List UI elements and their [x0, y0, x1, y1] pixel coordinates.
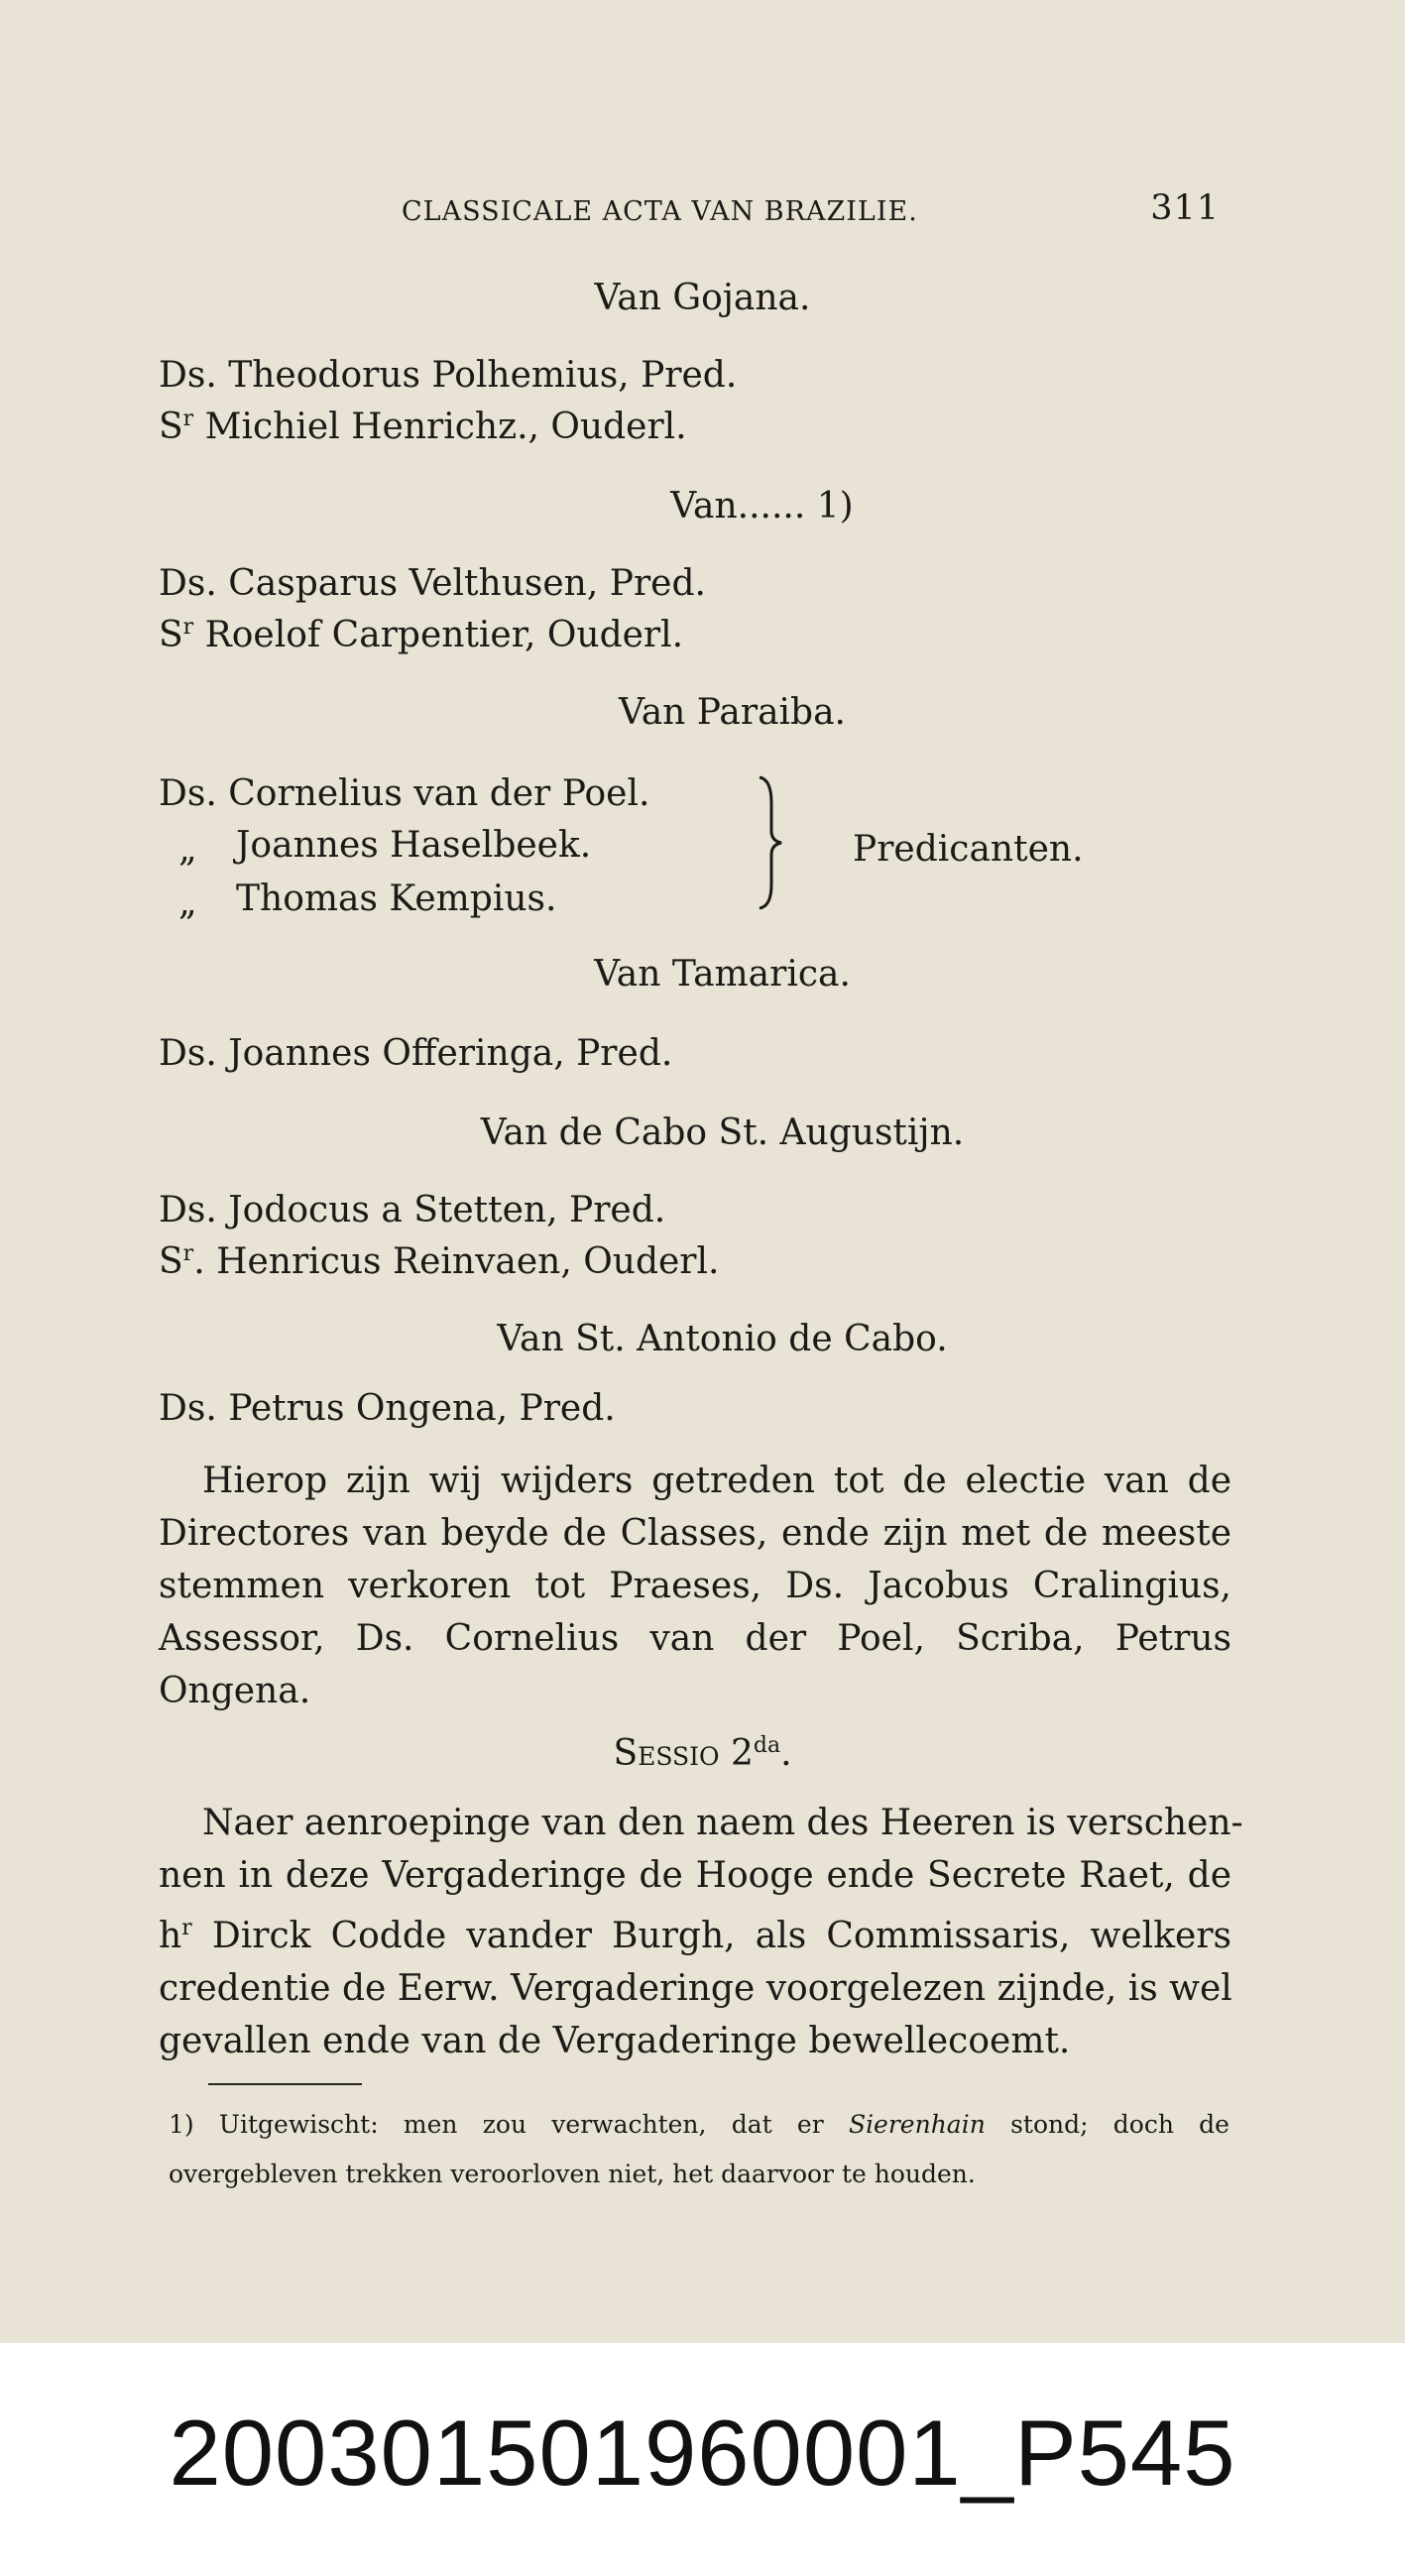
entry-line: Ds. Theodorus Polhemius, Pred.: [159, 355, 738, 396]
section-heading-gojana: Van Gojana.: [594, 278, 811, 318]
entry-line: Joannes Haselbeek.: [236, 825, 592, 866]
paragraph-line: credentie de Eerw. Vergaderinge voorgelezen zijnde, is wel: [159, 1968, 1232, 2009]
ditto-mark: „: [178, 882, 197, 923]
paragraph-line: stemmen verkoren tot Praeses, Ds. Jacobus Cralingius,: [159, 1566, 1231, 1606]
section-heading-antonio: Van St. Antonio de Cabo.: [497, 1319, 948, 1359]
entry-line: Ds. Cornelius van der Poel.: [159, 773, 650, 814]
footnote-line: 1) Uitgewischt: men zou verwachten, dat er Sierenhain stond; doch de: [169, 2110, 1229, 2139]
session-heading: Sessio $2^{da}$.: [613, 1733, 792, 1774]
footnote-divider: [208, 2083, 362, 2085]
running-title: CLASSICALE ACTA VAN BRAZILIE.: [402, 196, 918, 227]
scan-identifier: 20030150196000‌1_P545: [169, 2400, 1236, 2505]
brace-label: Predicanten.: [853, 829, 1084, 870]
entry-line: $S^r$ Michiel Henrichz., Ouderl.: [159, 407, 687, 447]
paragraph-election: [159, 1455, 1231, 1717]
page-number: 311: [1150, 188, 1220, 228]
paragraph-line: $h^r$ Dirck Codde vander Burgh, als Commissaris, welkers: [159, 1916, 1231, 1956]
paragraph-commissaris: [159, 1797, 1243, 2067]
entry-line: $S^r$ Roelof Carpentier, Ouderl.: [159, 615, 684, 655]
curly-brace-icon: [754, 773, 789, 912]
paragraph-line: gevallen ende van de Vergaderinge bewellecoemt.: [159, 2021, 1071, 2061]
section-heading-cabo: Van de Cabo St. Augustijn.: [480, 1112, 965, 1153]
section-heading-paraiba: Van Paraiba.: [619, 692, 846, 733]
section-heading-unknown: Van...... 1): [670, 486, 854, 527]
footnote: [169, 2100, 1229, 2199]
section-heading-tamarica: Van Tamarica.: [594, 954, 851, 995]
paragraph-line: Directores van beyde de Classes, ende zijn met de meeste: [159, 1513, 1231, 1554]
entry-line: Ds. Joannes Offeringa, Pred.: [159, 1033, 673, 1074]
ditto-mark: „: [178, 829, 197, 870]
paragraph-line: Ongena.: [159, 1671, 311, 1711]
entry-line: $S^r$. Henricus Reinvaen, Ouderl.: [159, 1241, 720, 1282]
paragraph-line: nen in deze Vergaderinge de Hooge ende Secrete Raet, de: [159, 1855, 1231, 1896]
entry-line: Ds. Jodocus a Stetten, Pred.: [159, 1190, 666, 1230]
paragraph-line: Assessor, Ds. Cornelius van der Poel, Scriba, Petrus: [159, 1618, 1231, 1659]
entry-line: Thomas Kempius.: [236, 878, 557, 919]
paragraph-line: Hierop zijn wij wijders getreden tot de electie van de: [202, 1461, 1231, 1501]
entry-line: Ds. Petrus Ongena, Pred.: [159, 1388, 616, 1429]
paragraph-line: Naer aenroepinge van den naem des Heeren is verschen-: [202, 1803, 1243, 1843]
entry-line: Ds. Casparus Velthusen, Pred.: [159, 563, 706, 604]
footnote-line: overgebleven trekken veroorloven niet, het daarvoor te houden.: [169, 2160, 976, 2188]
